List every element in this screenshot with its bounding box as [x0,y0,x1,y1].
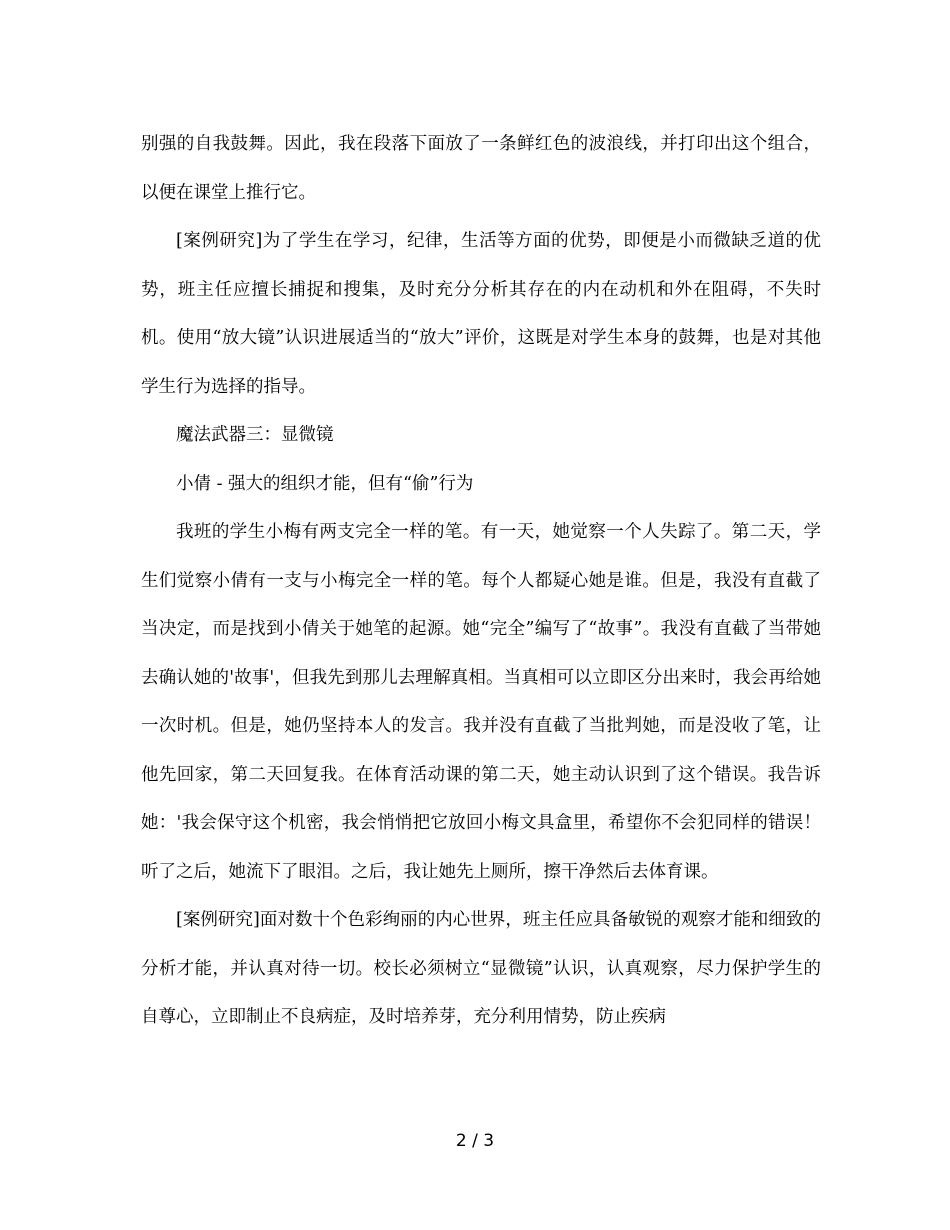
paragraph-story: 我班的学生小梅有两支完全一样的笔。有一天，她觉察一个人失踪了。第二天，学生们觉察小倩有一支与小梅完全一样的笔。每个人都疑心她是谁。但是，我没有直截了当决定，而是找到小倩关于她笔的起源。她“完全”编写了“故事”。我没有直截了当带她去确认她的'故事'，但我先到那儿去理解真相。当真相可以立即区分出来时，我会再给她一次时机。但是，她仍坚持本人的发言。我并没有直截了当批判她，而是没收了笔，让他先回家，第二天回复我。在体育活动课的第二天，她主动认识到了这个错误。我告诉她：'我会保守这个机密，我会悄悄把它放回小梅文具盒里，希望你不会犯同样的错误！听了之后，她流下了眼泪。之后，我让她先上厕所，擦干净然后去体育课。 [141,522,821,882]
section-heading: 魔法武器三：显微镜 [176,425,334,445]
subsection-heading: 小倩 - 强大的组织才能，但有“偷”行为 [176,473,474,494]
paragraph-2: [案例研究]为了学生在学习，纪律，生活等方面的优势，即便是小而微缺乏道的优势，班主任应擅长捕捉和搜集，及时充分分析其存在的内在动机和外在阻碍，不失时机。使用“放大镜”认识进展适当的“放大”评价，这既是对学生本身的鼓舞，也是对其他学生行为选择的指导。 [141,231,821,397]
page-number: 2 / 3 [455,1131,495,1151]
paragraph-analysis: [案例研究]面对数十个色彩绚丽的内心世界，班主任应具备敏锐的观察才能和细致的分析才能，并认真对待一切。校长必须树立“显微镜”认识，认真观察，尽力保护学生的自尊心，立即制止不良病症，及时培养芽，充分利用情势，防止疾病 [141,910,821,1027]
document-body [141,120,821,1042]
paragraph-1: 别强的自我鼓舞。因此，我在段落下面放了一条鲜红色的波浪线，并打印出这个组合，以便在课堂上推行它。 [141,134,821,203]
